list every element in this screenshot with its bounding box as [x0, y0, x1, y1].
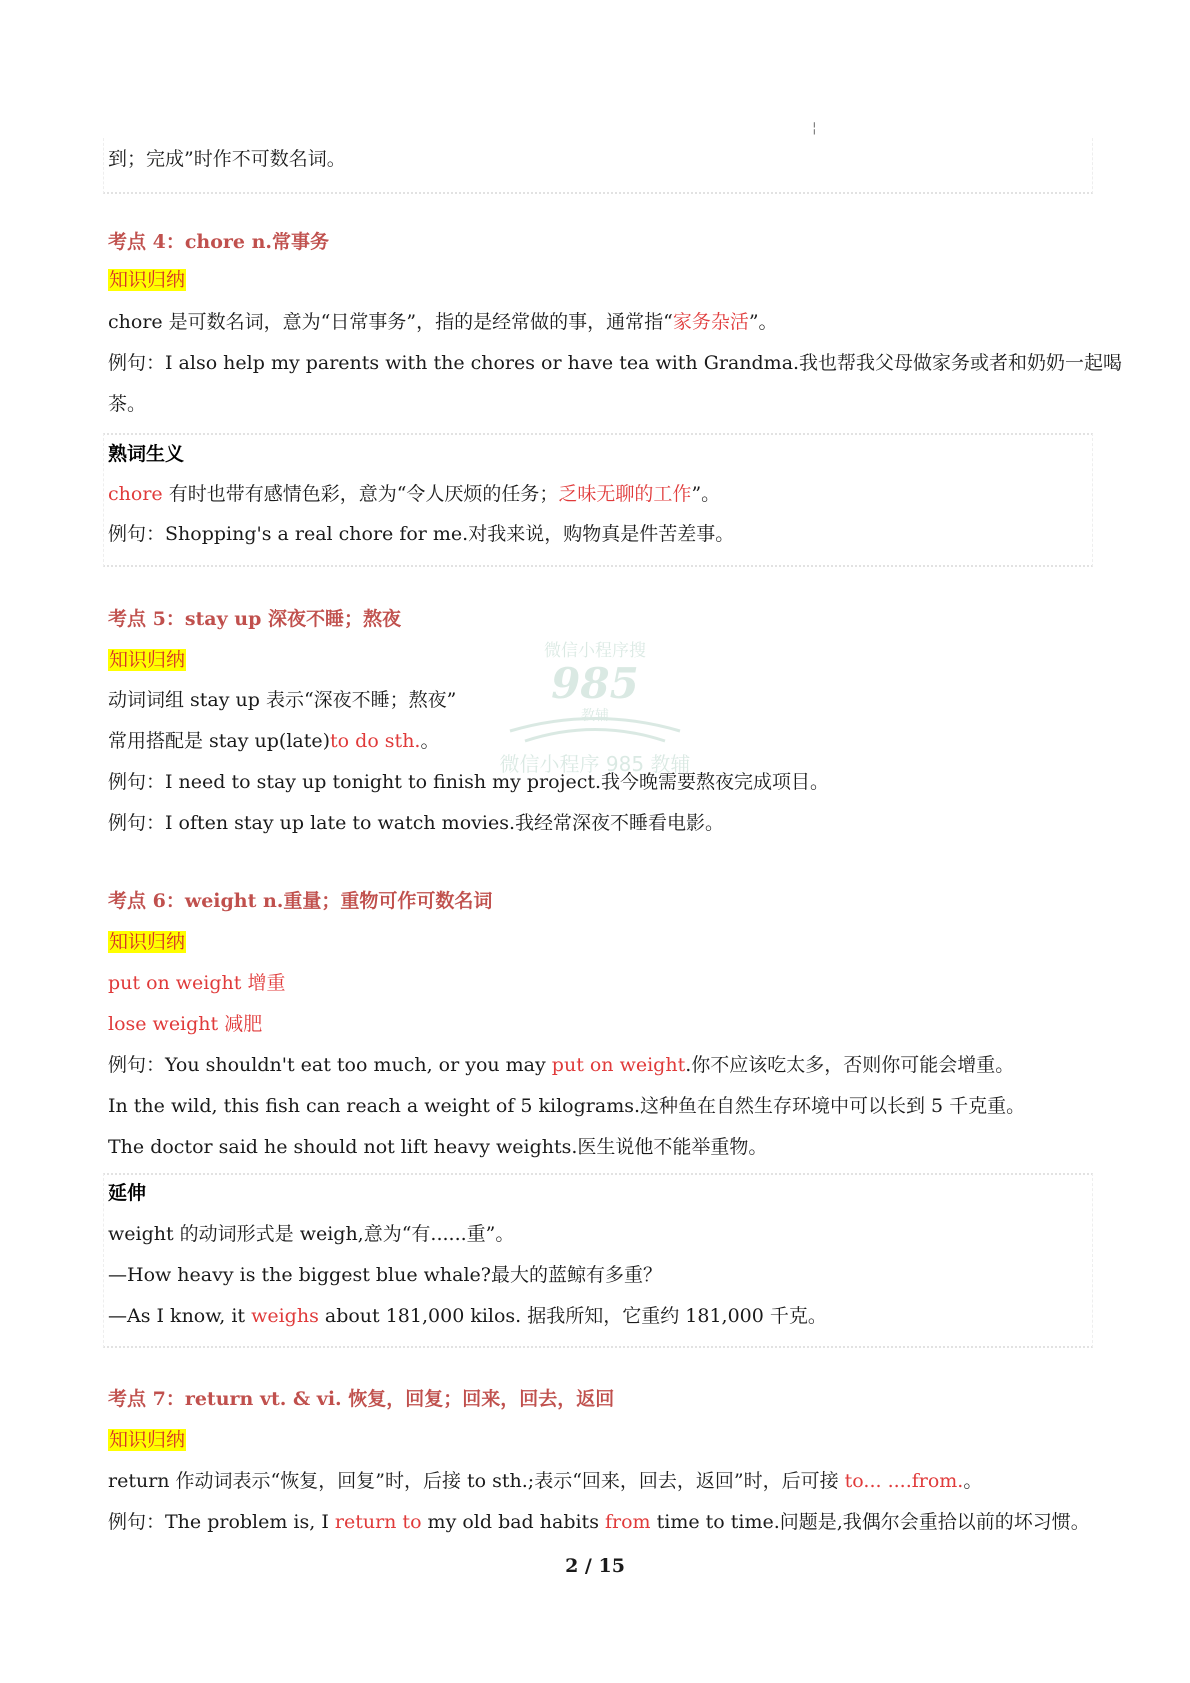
section-6-phrase-2: lose weight 减肥: [108, 1013, 263, 1035]
section-6-example-2: In the wild, this fish can reach a weight of 5 kilograms.这种鱼在自然生存环境中可以长到 5 千克重。: [108, 1095, 1026, 1117]
section-5-tag-text: 知识归纳: [109, 649, 186, 671]
section-6-box-line-1: weight 的动词形式是 weigh,意为“有......重”。: [108, 1223, 515, 1245]
section-5-example-1: 例句：I need to stay up tonight to finish my project.我今晚需要熬夜完成项目。: [108, 771, 830, 793]
section-4-definition: [108, 309, 778, 335]
section-7-ex-a: 例句：The problem is, I: [108, 1511, 335, 1533]
section-4-def-b: ”。: [748, 311, 778, 333]
section-4-heading: 考点 4：chore n.常事务: [108, 231, 330, 253]
section-7-l1-red: to... ....from.: [844, 1470, 964, 1492]
section-5-l2-red: to do sth.: [330, 730, 421, 752]
top-mark: ¦: [812, 120, 817, 136]
page-number: 2 / 15: [565, 1555, 625, 1577]
section-5-l2-b: 。: [420, 730, 440, 752]
section-7-l1-b: 。: [963, 1470, 983, 1492]
section-7-ex-b: time to time.问题是,我偶尔会重拾以前的坏习惯。: [650, 1511, 1090, 1533]
section-7-tag: [108, 1427, 186, 1453]
section-7-ex-red-2: from: [604, 1511, 651, 1533]
watermark-num: 985: [551, 659, 639, 708]
section-7-example: [108, 1509, 1090, 1535]
section-7-ex-mid: my old bad habits: [421, 1511, 605, 1533]
section-5-line-1: 动词词组 stay up 表示“深夜不睡；熬夜”: [108, 689, 457, 711]
section-6-ex1-a: 例句：You shouldn't eat too much, or you may: [108, 1054, 552, 1076]
section-7-l1-a: return 作动词表示“恢复，回复”时，后接 to sth.;表示“回来，回去，返回”时，后可接: [108, 1470, 845, 1492]
section-4-def-red: 家务杂活: [672, 311, 749, 333]
watermark-bottom: 微信小程序 985 教辅: [499, 752, 691, 776]
section-4-tag-text: 知识归纳: [109, 269, 186, 291]
section-7-line-1: [108, 1468, 982, 1494]
section-6-box-title: 延伸: [108, 1182, 147, 1204]
section-4-example-1-cont: 茶。: [108, 393, 147, 415]
section-6-box-l3-red: weighs: [251, 1305, 319, 1327]
section-5-tag: [108, 647, 186, 673]
section-7-ex-red-1: return to: [334, 1511, 422, 1533]
section-6-ex1-red: put on weight: [551, 1054, 686, 1076]
section-5-heading: 考点 5：stay up 深夜不睡；熬夜: [108, 608, 401, 630]
intro-line: 到；完成”时作不可数名词。: [108, 148, 346, 170]
watermark-logo: [480, 636, 710, 786]
section-6-phrase-1: put on weight 增重: [108, 972, 286, 994]
section-6-ex1-b: .你不应该吃太多，否则你可能会增重。: [685, 1054, 1015, 1076]
section-6-tag-text: 知识归纳: [109, 931, 186, 953]
section-5-example-2: 例句：I often stay up late to watch movies.我经常深夜不睡看电影。: [108, 812, 724, 834]
section-4-box-red: chore: [108, 483, 163, 505]
section-4-box-title: 熟词生义: [108, 443, 185, 465]
section-4-box-line-1: [108, 481, 720, 507]
section-6-box-line-2: —How heavy is the biggest blue whale?最大的蓝鲸有多重？: [108, 1264, 662, 1286]
watermark-top: 微信小程序搜: [544, 641, 646, 661]
section-5-l2-a: 常用搭配是 stay up(late): [108, 730, 331, 752]
section-6-box-l3-a: —As I know, it: [108, 1305, 252, 1327]
section-7-heading: 考点 7：return vt. & vi. 恢复，回复；回来，回去，返回: [108, 1388, 615, 1410]
section-4-box-example: 例句：Shopping's a real chore for me.对我来说，购物真是件苦差事。: [108, 523, 735, 545]
section-6-example-3: The doctor said he should not lift heavy weights.医生说他不能举重物。: [108, 1136, 768, 1158]
section-4-example-1: 例句：I also help my parents with the chores or have tea with Grandma.我也帮我父母做家务或者和奶奶一起喝: [108, 352, 1123, 374]
section-6-box-l3-b: about 181,000 kilos. 据我所知，它重约 181,000 千克。: [318, 1305, 827, 1327]
section-4-tag: [108, 267, 186, 293]
section-7-tag-text: 知识归纳: [109, 1429, 186, 1451]
watermark-sub: 教辅: [581, 708, 609, 724]
section-6-tag: [108, 929, 186, 955]
section-4-def-a: chore 是可数名词，意为“日常事务”，指的是经常做的事，通常指“: [108, 311, 673, 333]
section-4-box-a: 有时也带有感情色彩，意为“令人厌烦的任务；: [162, 483, 559, 505]
section-6-example-1: [108, 1052, 1014, 1078]
section-6-heading: 考点 6：weight n.重量；重物可作可数名词: [108, 890, 493, 912]
section-6-box-line-3: [108, 1303, 827, 1329]
section-5-line-2: [108, 728, 439, 754]
section-4-box-b: ”。: [691, 483, 721, 505]
section-4-box-red2: 乏味无聊的工作: [558, 483, 692, 505]
